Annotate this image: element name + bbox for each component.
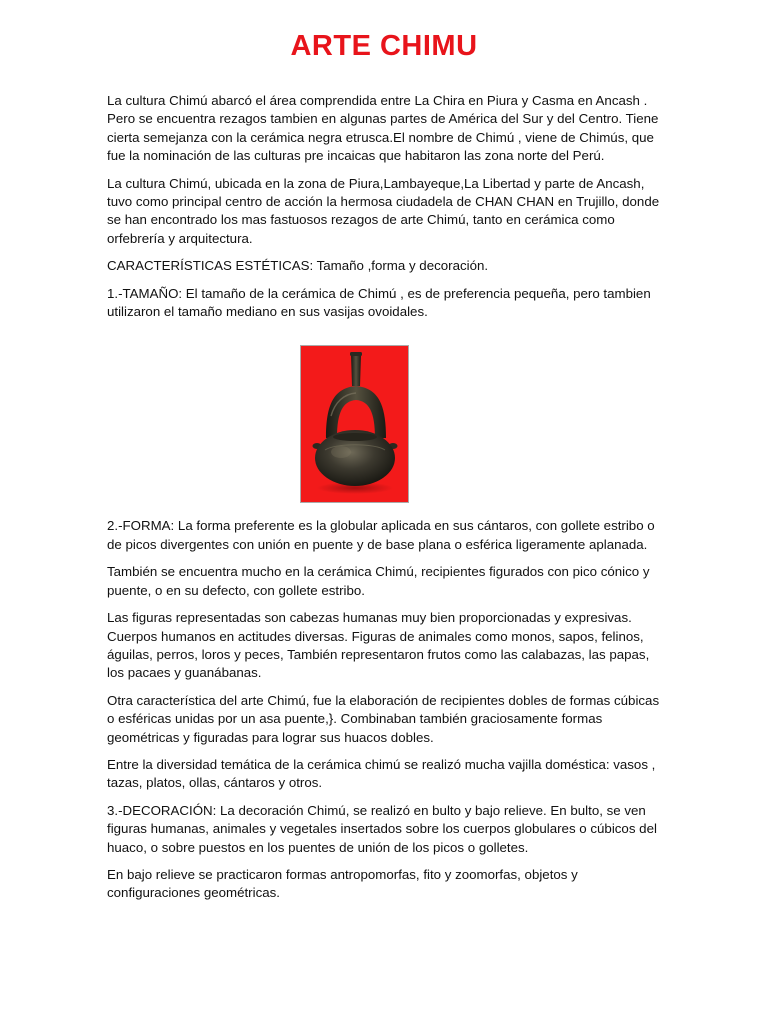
chimu-stirrup-vessel-icon [301,346,408,502]
paragraph-characteristics-heading: CARACTERÍSTICAS ESTÉTICAS: Tamaño ,forma y decoración. [107,258,489,274]
paragraph-size: 1.-TAMAÑO: El tamaño de la cerámica de Chimú , es de preferencia pequeña, pero tambien utilizaron el tamaño mediano en sus vasijas ovoidales. [107,285,651,320]
chimu-vessel-image [300,345,409,503]
document-title: ARTE CHIMU [290,30,478,62]
document-body [107,92,667,912]
paragraph-bas-relief: En bajo relieve se practicaron formas antropomorfas, fito y zoomorfas, objetos y configuraciones geométricas. [107,866,578,901]
paragraph-location: La cultura Chimú, ubicada en la zona de Piura,Lambayeque,La Libertad y parte de Ancash, tuvo como principal centro de acción la hermosa ciudadela de CHAN CHAN en Trujillo, donde se han encontrado los mas fastuosos rezagos de arte Chimú, tanto en cerámica como orfebrería y arquitectura. [107,175,660,246]
paragraph-form: 2.-FORMA: La forma preferente es la globular aplicada en sus cántaros, con gollete estribo o de picos divergentes con unión en puente y de base plana o esférica ligeramente aplanada. [107,518,655,552]
paragraph-double-vessels: Otra característica del arte Chimú, fue la elaboración de recipientes dobles de formas cúbicas o esféricas unidas por un asa puente,}. Combinaban también graciosamente formas geométricas y figuradas para lograr sus huacos dobles. [107,692,660,745]
paragraph-figured-vessels: También se encuentra mucho en la cerámica Chimú, recipientes figurados con pico cónico y puente, o en su defecto, con gollete estribo. [107,564,650,598]
paragraph-decoration: 3.-DECORACIÓN: La decoración Chimú, se realizó en bulto y bajo relieve. En bulto, se ven figuras humanas, animales y vegetales insertados sobre los cuerpos globulares o cúbicos del huaco, o sobre puestos en los puentes de unión de los picos o golletes. [107,802,657,855]
paragraph-figures: Las figuras representadas son cabezas humanas muy bien proporcionadas y expresivas. Cuerpos humanos en actitudes diversas. Figuras de animales como monos, sapos, felinos, águilas, perros, loros y peces, También representaron frutos como las calabazas, las papas, los pacaes y guanábanas. [107,610,650,681]
paragraph-intro: La cultura Chimú abarcó el área comprendida entre La Chira en Piura y Casma en Ancash . Pero se encuentra rezagos tambien en algunas partes de América del Sur y del Centro. Tiene cierta semejanza con la cerámica negra etrusca.El nombre de Chimú , viene de Chimús, que fue la nominación de las culturas pre incaicas que habitaron las zona norte del Perú. [107,93,659,164]
paragraph-domestic-ware: Entre la diversidad temática de la cerámica chimú se realizó mucha vajilla doméstica: vasos , tazas, platos, ollas, cántaros y otros. [107,756,656,791]
